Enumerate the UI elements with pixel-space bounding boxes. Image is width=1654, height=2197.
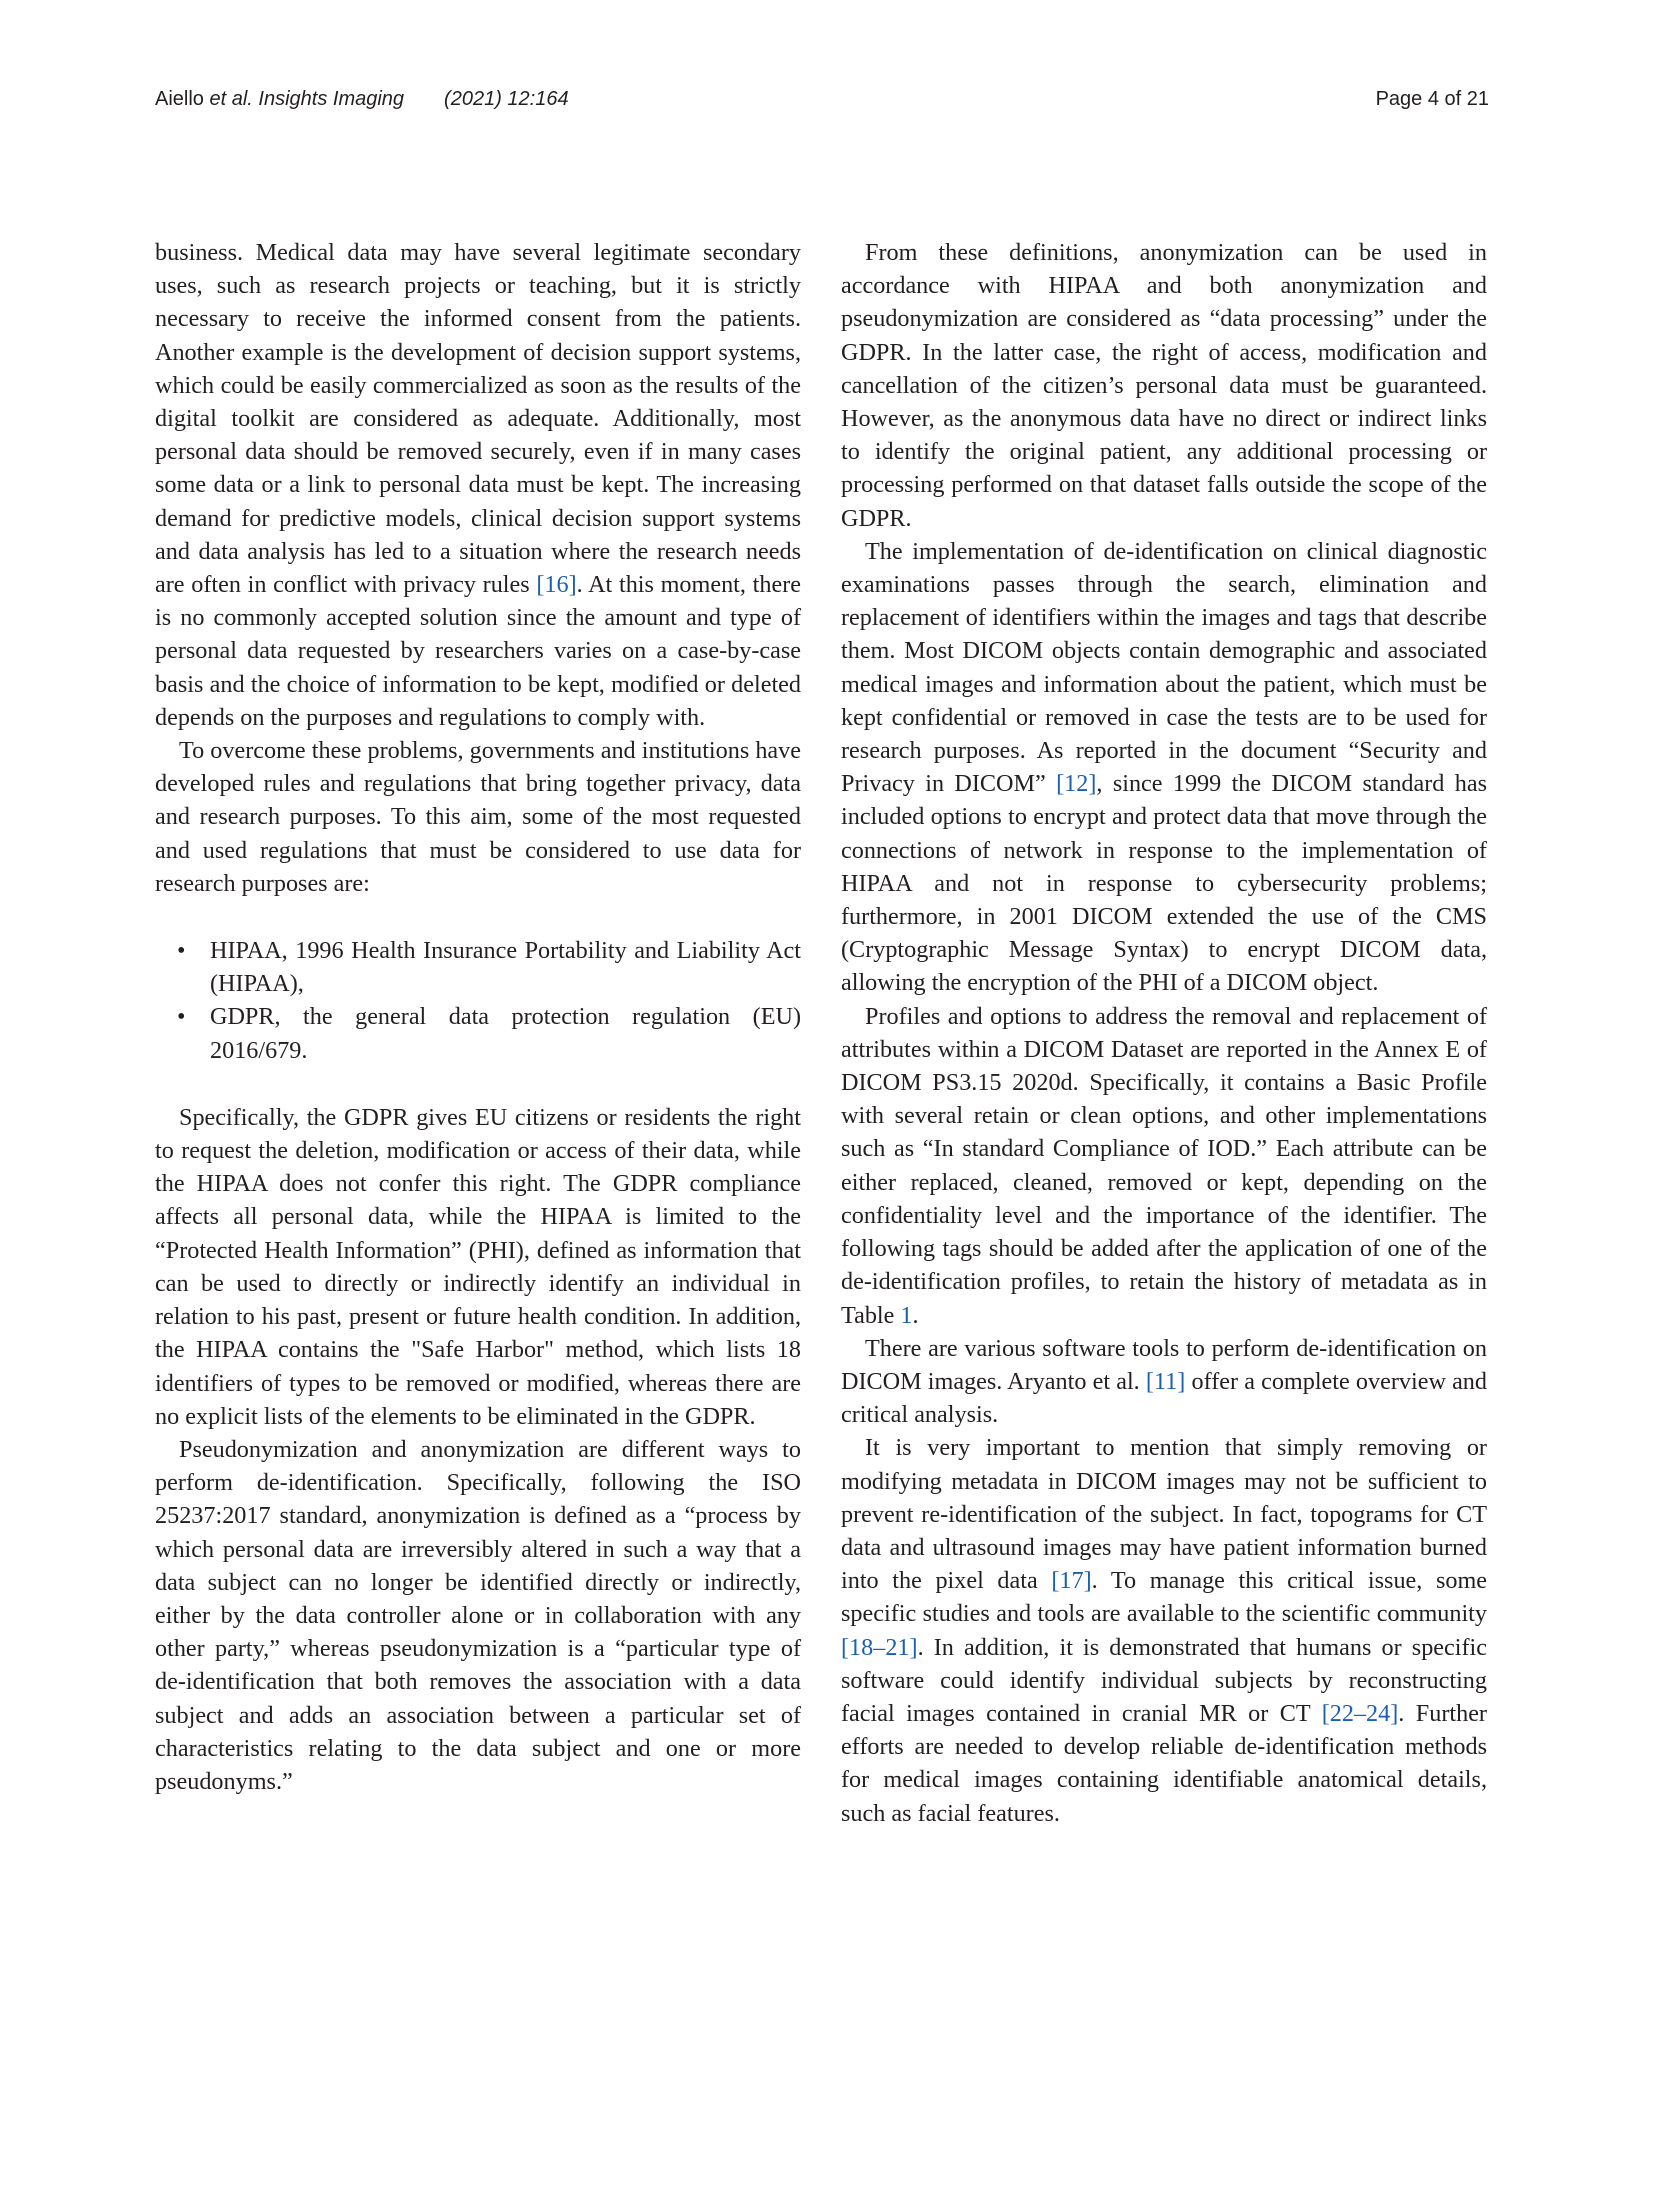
et-al: et al. [209,88,253,110]
regulation-list [155,934,801,1067]
paragraph-text: . At this moment, there is no commonly accepted solution since the amount and type of personal data requested by researchers varies on a case-by-case basis and the choice of information to be kept, modified or deleted depends on the purposes and regulations to comply with. [155,571,801,731]
paragraph: Pseudonymization and anonymization are different ways to perform de-identification. Specifically, following the ISO 25237:2017 standard, anonymization is defined as a “process by which personal data are irreversibly altered in such a way that a data subject can no longer be identified directly or indirectly, either by the data controller alone or in collaboration with any other party,” whereas pseudonymization is a “particular type of de-identification that both removes the association with a data subject and adds an association between a particular set of characteristics relating to the data subject and one or more pseudonyms.” [155,1435,801,1795]
paragraph-text: business. Medical data may have several legitimate secondary uses, such as research projects or teaching, but it is strictly necessary to receive the informed consent from the patients. Another example is the development of decision support systems, which could be easily commercialized as soon as the results of the digital toolkit are considered as adequate. Additionally, most personal data should be removed securely, even if in many cases some data or a link to personal data must be kept. The increasing demand for predictive models, clinical decision support systems and data analysis has led to a situation where the research needs are often in conflict with privacy rules [155,239,801,599]
author-name: Aiello [155,88,210,110]
paragraph-text: There are various software tools to perform de-identification on DICOM images. Aryanto et al. [841,1334,1487,1395]
paragraph [841,1332,1487,1432]
paragraph-text: . Further efforts are needed to develop reliable de-identification methods for medical images containing identifiable anatomical details, such as facial features. [841,1699,1487,1827]
bullet-icon: • [177,1003,186,1031]
page-number: Page 4 of 21 [1375,88,1489,110]
bullet-icon: • [177,937,186,965]
volume-info: (2021) 12:164 [444,88,569,110]
list-item-text: HIPAA, 1996 Health Insurance Portability and Liability Act (HIPAA), [210,937,801,998]
citation-link[interactable]: [16] [536,571,577,599]
paragraph [841,1000,1487,1332]
paragraph: To overcome these problems, governments and institutions have developed rules and regulations that bring together privacy, data and research purposes. To this aim, some of the most requested and used regulations that must be considered to use data for research purposes are: [155,737,801,897]
citation-link[interactable]: [12] [1056,770,1097,798]
paragraph-text: , since 1999 the DICOM standard has included options to encrypt and protect data that move through the connections of network in response to the implementation of HIPAA and not in response to cybersecurity problems; furthermore, in 2001 DICOM extended the use of the CMS (Cryptographic Message Syntax) to encrypt DICOM data, allowing the encryption of the PHI of a DICOM object. [841,770,1487,997]
citation-link[interactable]: [17] [1051,1567,1092,1595]
list-item [155,1000,801,1066]
citation-link[interactable]: [11] [1145,1367,1186,1395]
citation-link[interactable]: [18–21] [841,1633,918,1661]
list-item [155,934,801,1000]
paragraph-text: . To manage this critical issue, some specific studies and tools are available to the scientific community [841,1567,1488,1628]
list-item-text: GDPR, the general data protection regulation (EU) 2016/679. [210,1003,801,1064]
running-header [155,88,1489,118]
spacer [155,900,801,934]
spacer [155,1067,801,1101]
paragraph-text: It is very important to mention that simply removing or modifying metadata in DICOM images may not be sufficient to prevent re-identification of the subject. In fact, topograms for CT data and ultrasound images may have patient information burned into the pixel data [841,1434,1487,1595]
paragraph [841,535,1487,1000]
paragraph-text: . In addition, it is demonstrated that humans or specific software could identify individual subjects by reconstructing facial images contained in cranial MR or CT [841,1633,1487,1727]
citation-line [155,88,569,111]
paragraph [841,1431,1487,1829]
left-column [155,236,801,1798]
paragraph: From these definitions, anonymization can be used in accordance with HIPAA and both anonymization and pseudonymization are considered as “data processing” under the GDPR. In the latter case, the right of access, modification and cancellation of the citizen’s personal data must be guaranteed. However, as the anonymous data have no direct or indirect links to identify the original patient, any additional processing or processing performed on that dataset falls outside the scope of the GDPR. [841,239,1487,532]
paragraph-text: Profiles and options to address the removal and replacement of attributes within a DICOM Dataset are reported in the Annex E of DICOM PS3.15 2020d. Specifically, it contains a Basic Profile with several retain or clean options, and other implementations such as “In standard Compliance of IOD.” Each attribute can be either replaced, cleaned, removed or kept, depending on the confidentiality level and the importance of the identifier. The following tags should be added after the application of one of the de-identification profiles, to retain the history of metadata as in Table [841,1002,1487,1329]
citation-link[interactable]: [22–24] [1321,1699,1399,1727]
journal-name: Insights Imaging [252,88,405,110]
paragraph-text: The implementation of de-identification on clinical diagnostic examinations passes through the search, elimination and replacement of identifiers within the images and tags that describe them. Most DICOM objects contain demographic and associated medical images and information about the patient, which must be kept confidential or removed in case the tests are to be used for research purposes. As reported in the document “Security and Privacy in DICOM” [841,537,1487,798]
paragraph [155,236,801,734]
table-link[interactable]: 1 [900,1301,913,1329]
paragraph-text: offer a complete overview and critical analysis. [841,1367,1487,1429]
right-column [841,236,1487,1830]
paragraph: Specifically, the GDPR gives EU citizens or residents the right to request the deletion, modification or access of their data, while the HIPAA does not confer this right. The GDPR compliance affects all personal data, while the HIPAA is limited to the “Protected Health Information” (PHI), defined as information that can be used to directly or indirectly identify an individual in relation to his past, present or future health condition. In addition, the HIPAA contains the "Safe Harbor" method, which lists 18 identifiers of types to be removed or modified, whereas there are no explicit lists of the elements to be eliminated in the GDPR. [155,1103,801,1430]
paragraph-text: . [912,1301,919,1329]
